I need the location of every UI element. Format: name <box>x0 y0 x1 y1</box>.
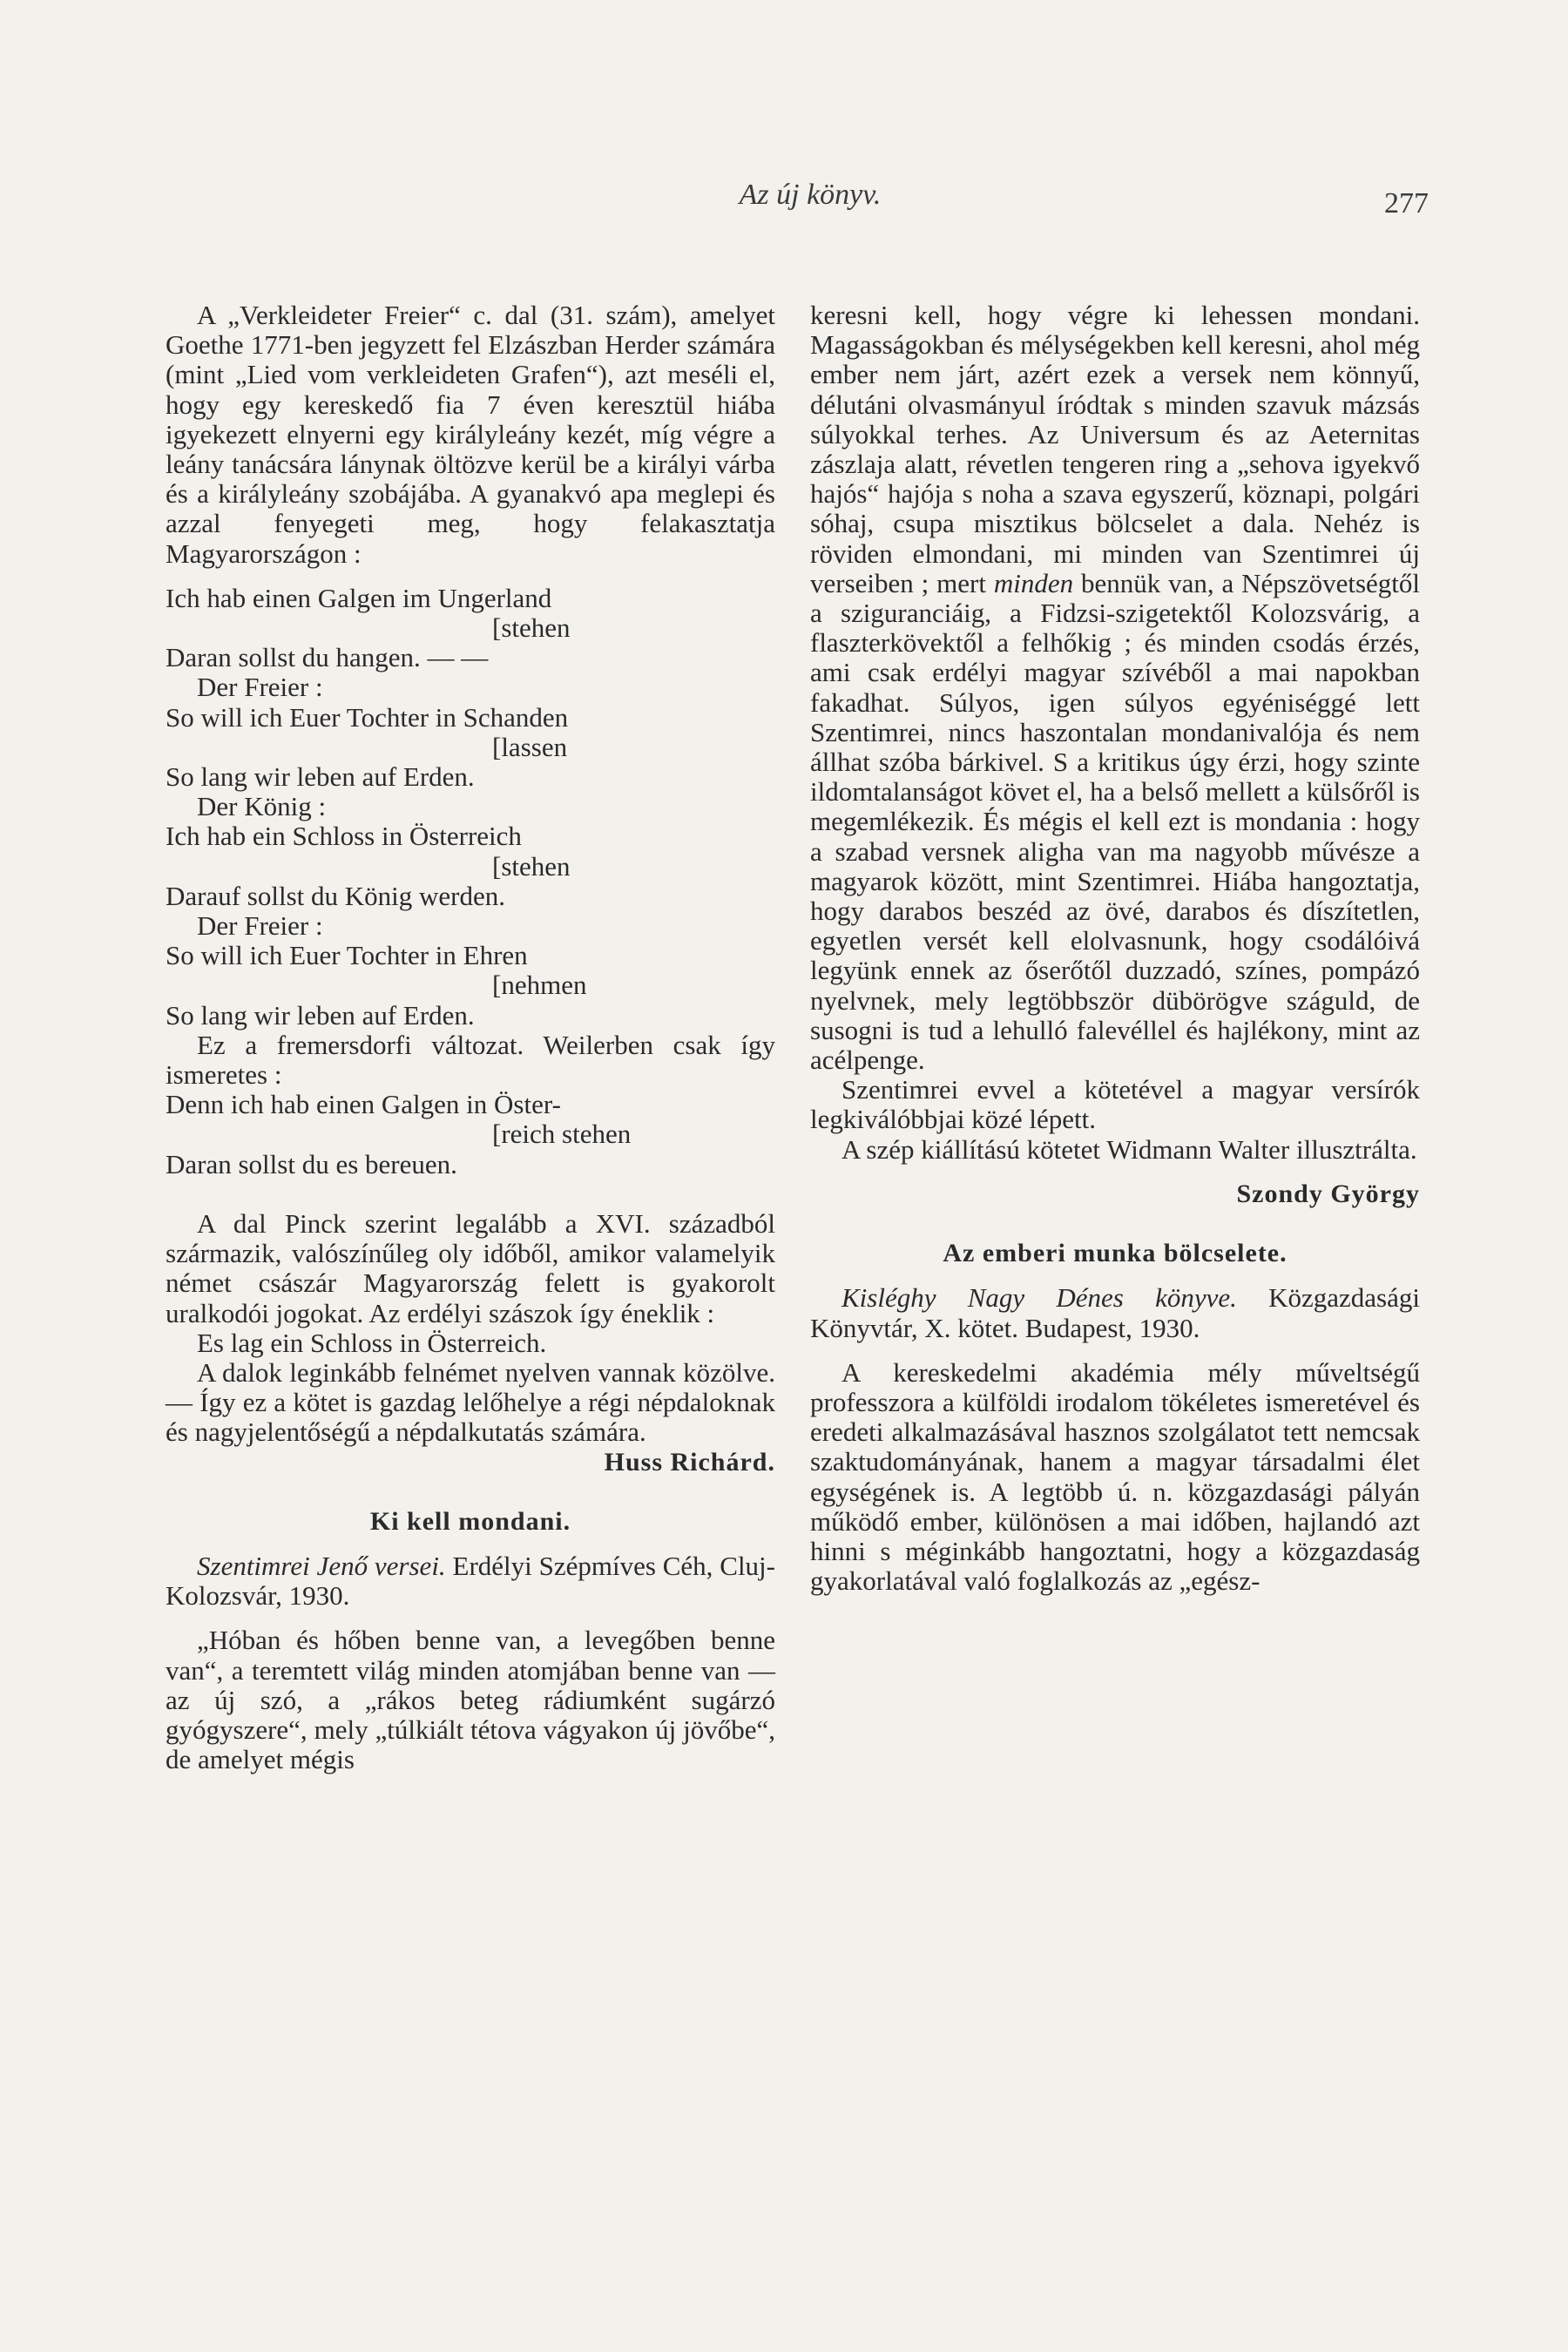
section-title: Ki kell mondani. <box>369 1506 571 1536</box>
verse-line: [nehmen <box>492 970 587 1001</box>
paragraph: „Hóban és hőben benne van, a levegőben benne van“, a teremtett világ minden atomjában benne van — az új szó, a „rákos beteg rádiumként sugárzó gyógyszere“, mely „túlkiált tétova vágyakon új jövőbe“, de amelyet mégis <box>166 1625 775 1775</box>
paragraph-text: bennük van, a Népszövetségtől a sziguranciáig, a Fidzsi-szigetektől Kolozsvárig, a flaszterkövektől a felhőkig ; és minden csodás érzés, ami csak erdélyi magyar szívéből a mai napokban fakadhat. Súlyos, igen súlyos egyéniséggé lett Szentimrei, nincs haszontalan mondanivalója és nem állhat szóba bárkivel. S a kritikus úgy érzi, hogy szinte ildomtalanságot követ el, ha a belső mellett a külsőről is megemlékezik. És mégis el kell ezt is mondania : hogy a szabad versnek aligha van ma nagyobb művésze a magyarok között, mint Szentimrei. Hiába hangoztatja, hogy darabos beszéd az övé, darabos és díszítetlen, egyetlen versét kell elolvasnunk, hogy csodálóivá legyünk ennek az őserőtől duzzadó, színes, pompázó nyelvnek, mely legtöbbször dübörögve száguld, de susogni is tud a lehulló falevéllel és hajlékony, mint az acélpenge. <box>810 567 1421 1076</box>
paragraph: A dalok leginkább felnémet nyelven vannak közölve. — Így ez a kötet is gazdag lelőhelye a régi népdaloknak és nagyjelentőségű a népdalkutatás számára. <box>166 1356 775 1448</box>
verse-line: Daran sollst du hangen. — — <box>166 642 489 673</box>
verse-line: [stehen <box>492 850 571 882</box>
verse-line: [lassen <box>492 731 568 762</box>
paragraph: A „Verkleideter Freier“ c. dal (31. szám), amelyet Goethe 1771-ben jegyzett fel Elzászban Herder számára (mint „Lied vom verkleideten Grafen“), azt meséli el, hogy egy kereskedő fia 7 éven keresztül hiába igyekezett elnyerni egy királyleány kezét, míg végre a leány tanácsára lánynak öltözve kerül be a királyi várba és a királyleány szobájába. A gyanakvó apa meglepi és azzal fenyegeti meg, hogy felakasztatja Magyarországon : <box>166 300 775 569</box>
paragraph: A szép kiállítású kötetet Widmann Walter illusztrálta. <box>841 1133 1417 1165</box>
verse-line: So will ich Euer Tochter in Ehren <box>166 940 528 971</box>
verse-block <box>166 584 775 1031</box>
running-title: Az új könyv. <box>739 179 882 211</box>
citation-author-title: Kisléghy Nagy Dénes könyve. <box>841 1282 1237 1314</box>
review-signature: Huss Richárd. <box>604 1447 775 1477</box>
verse-block <box>166 1090 775 1179</box>
paragraph: A kereskedelmi akadémia mély műveltségű professzora a külföldi irodalom tökéletes ismeretével és eredeti alkalmazásával hasznos szolgálatot tett nemcsak szaktudományának, hanem a magyar társadalmi élet egységének is. A legtöbb ú. n. közgazdasági pályán működő ember, különösen a mai időben, hajlandó azt hinni s méginkább hangoztatni, hogy a közgazdaság gyakorlatával való foglalkozás az „egész- <box>810 1356 1420 1597</box>
citation-author-title: Szentimrei Jenő versei. <box>197 1550 446 1581</box>
verse-line: Denn ich hab einen Galgen in Öster- <box>166 1089 561 1120</box>
verse-line: Daran sollst du es bereuen. <box>166 1148 457 1179</box>
emphasis: minden <box>993 567 1074 598</box>
citation <box>810 1283 1420 1342</box>
paragraph: Ez a fremersdorfi változat. Weilerben csak így ismeretes : <box>166 1029 775 1091</box>
verse-line: Ich hab ein Schloss in Österreich <box>166 821 522 852</box>
paragraph: A dal Pinck szerint legalább a XVI. századból származik, valószínűleg oly időből, amikor valamelyik német császár Magyarország felett is gyakorolt uralkodói jogokat. Az erdélyi szászok így éneklik : <box>166 1207 775 1328</box>
verse-line: Ich hab einen Galgen im Ungerland <box>166 582 552 613</box>
review-signature: Szondy György <box>1236 1179 1420 1208</box>
page-header <box>166 179 1429 231</box>
verse-line: So lang wir leben auf Erden. <box>166 999 475 1031</box>
citation-publisher: Közgazdasági Könyvtár, X. kötet. Budapest, 1930. <box>810 1282 1420 1343</box>
verse-line: Es lag ein Schloss in Österreich. <box>197 1327 547 1358</box>
verse-line: [reich stehen <box>492 1119 632 1150</box>
section-title: Az emberi munka bölcselete. <box>943 1239 1288 1268</box>
verse-line: So will ich Euer Tochter in Schanden <box>166 701 569 733</box>
verse-line: Der König : <box>197 791 327 822</box>
verse-line: So lang wir leben auf Erden. <box>166 761 475 793</box>
paragraph-text: keresni kell, hogy végre ki lehessen mondani. Magasságokban és mélységekben kell keresni, ahol még ember nem járt, azért ezek a versek nem könnyű, délutáni olvasmányul íródtak s minden szavuk mázsás súlyokkal terhes. Az Universum és az Aeternitas zászlaja alatt, révetlen tengeren ring a „sehova igyekvő hajós“ hajója s noha a szava egyszerű, köznapi, polgári sóhaj, csupa misztikus bölcselet a dala. Nehéz is röviden elmondani, mi minden van Szentimrei új verseiben ; mert <box>810 300 1420 598</box>
left-column <box>166 301 775 1774</box>
verse-line: Der Freier : <box>197 910 323 942</box>
verse-line: Darauf sollst du König werden. <box>166 880 505 911</box>
citation <box>166 1551 775 1611</box>
page-number: 277 <box>1384 187 1429 220</box>
paragraph <box>810 301 1420 1075</box>
verse-line: [stehen <box>492 612 571 644</box>
paragraph: Szentimrei evvel a kötetével a magyar versírók legkiválóbbjai közé lépett. <box>810 1074 1420 1135</box>
citation-publisher: Erdélyi Szépmíves Céh, Cluj-Kolozsvár, 1930. <box>166 1550 775 1612</box>
verse-line: Der Freier : <box>197 672 323 703</box>
right-column <box>810 301 1420 1596</box>
